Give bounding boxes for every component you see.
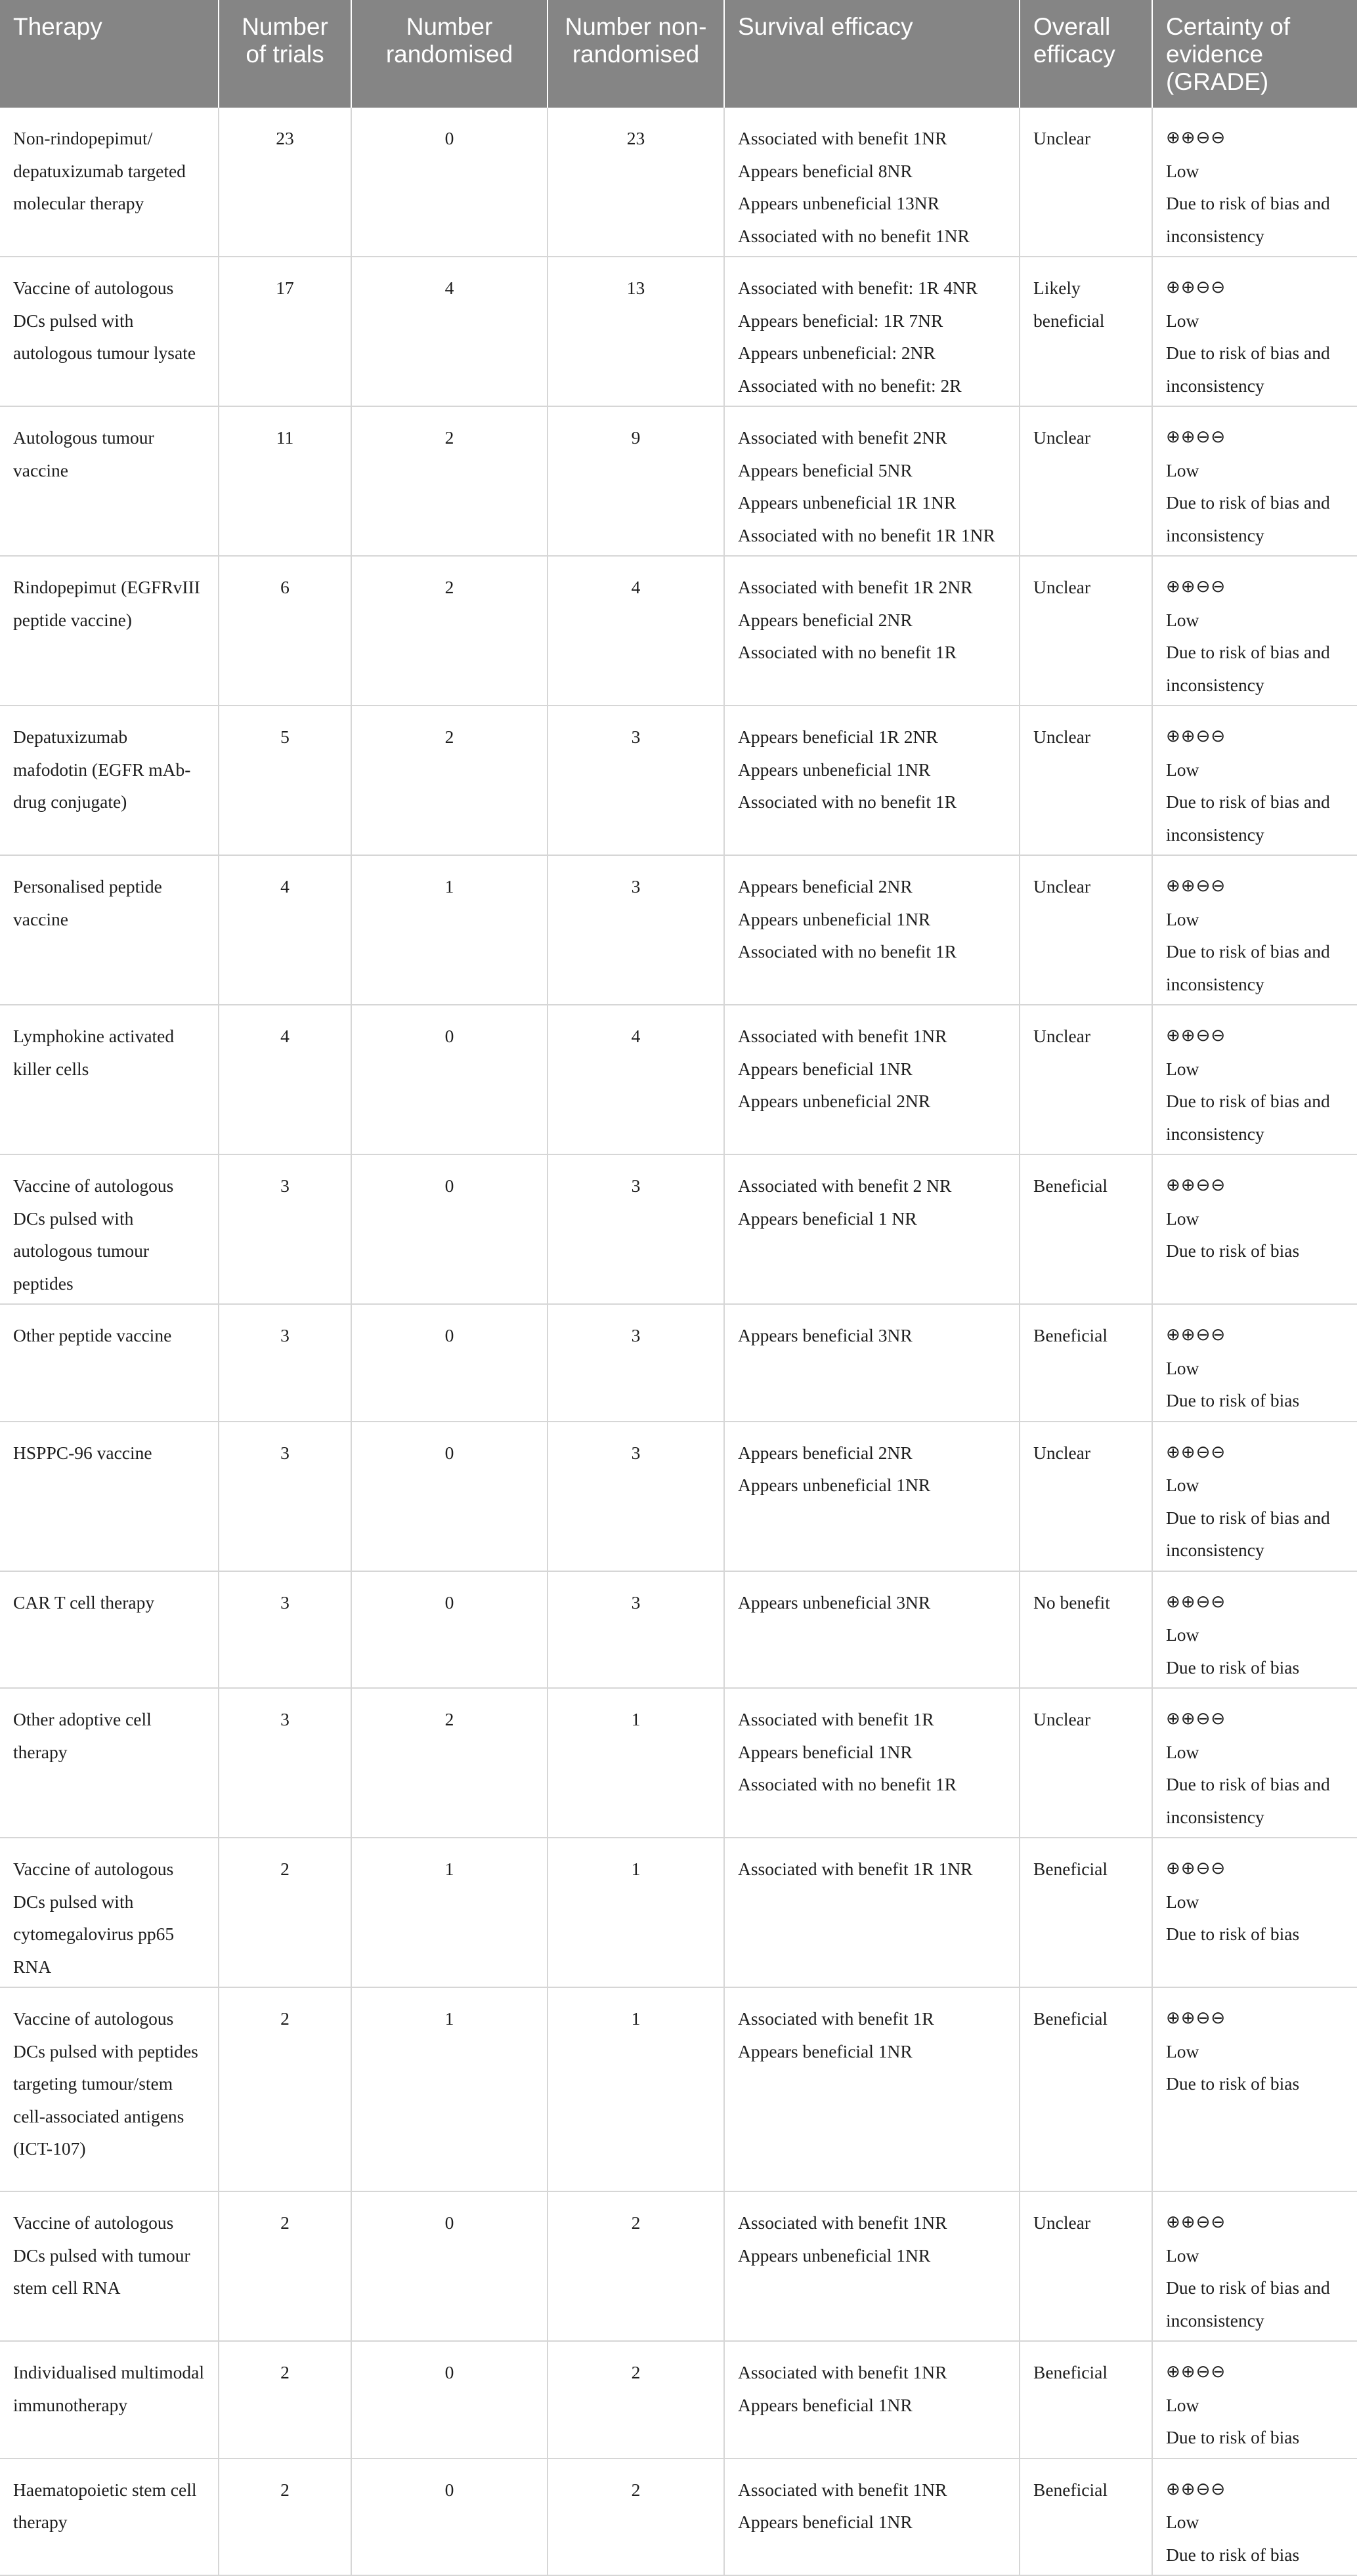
therapy-cell: Vaccine of autologous DCs pulsed with tumour stem cell RNA: [0, 2191, 219, 2341]
overall-efficacy-cell: Unclear: [1020, 2191, 1152, 2341]
survival-efficacy-cell: [724, 406, 1020, 556]
trials-cell: 3: [219, 1304, 351, 1422]
grade-reason: Due to risk of bias and inconsistency: [1166, 642, 1330, 695]
survival-efficacy-line: Appears beneficial 2NR: [738, 609, 913, 630]
survival-efficacy-line: Appears beneficial 1NR: [738, 1058, 913, 1079]
table-row: [0, 2191, 1357, 2341]
grade-level: Low: [1166, 2040, 1199, 2061]
survival-efficacy-cell: [724, 1154, 1020, 1304]
header-number-randomised: Number randomised: [351, 0, 548, 108]
certainty-cell: [1152, 1304, 1357, 1422]
grade-symbol: ⊕⊕⊖⊖: [1166, 2479, 1226, 2499]
randomised-cell: 1: [351, 1838, 548, 1987]
grade-reason: Due to risk of bias: [1166, 1240, 1300, 1261]
therapy-cell: Depatuxizumab mafodotin (EGFR mAb-drug conjugate): [0, 706, 219, 855]
certainty-cell: [1152, 1571, 1357, 1689]
therapy-cell: Personalised peptide vaccine: [0, 855, 219, 1005]
certainty-cell: [1152, 1987, 1357, 2191]
table-row: [0, 556, 1357, 706]
grade-reason: Due to risk of bias and inconsistency: [1166, 1774, 1330, 1827]
header-number-non-randomised: Number non-randomised: [548, 0, 724, 108]
survival-efficacy-cell: [724, 2191, 1020, 2341]
overall-efficacy-cell: Unclear: [1020, 1005, 1152, 1154]
therapy-cell: Other adoptive cell therapy: [0, 1688, 219, 1838]
trials-cell: 6: [219, 556, 351, 706]
certainty-cell: [1152, 108, 1357, 257]
table-row: [0, 1838, 1357, 1987]
survival-efficacy-line: Associated with no benefit 1R: [738, 941, 957, 961]
trials-cell: 2: [219, 1838, 351, 1987]
grade-symbol: ⊕⊕⊖⊖: [1166, 1175, 1226, 1195]
overall-efficacy-cell: Likely beneficial: [1020, 257, 1152, 406]
table-row: [0, 706, 1357, 855]
grade-level: Low: [1166, 1475, 1199, 1495]
trials-cell: 3: [219, 1154, 351, 1304]
therapy-cell: Vaccine of autologous DCs pulsed with autologous tumour peptides: [0, 1154, 219, 1304]
table-row: [0, 1987, 1357, 2191]
therapy-cell: Rindopepimut (EGFRvIII peptide vaccine): [0, 556, 219, 706]
survival-efficacy-cell: [724, 108, 1020, 257]
randomised-cell: 1: [351, 855, 548, 1005]
grade-level: Low: [1166, 2245, 1199, 2266]
grade-level: Low: [1166, 160, 1199, 181]
survival-efficacy-line: Appears beneficial 3NR: [738, 1325, 913, 1345]
non-randomised-cell: 9: [548, 406, 724, 556]
randomised-cell: 0: [351, 1005, 548, 1154]
survival-efficacy-line: Associated with benefit 2NR: [738, 427, 947, 448]
grade-level: Low: [1166, 609, 1199, 630]
survival-efficacy-line: Appears beneficial 5NR: [738, 459, 913, 480]
grade-symbol: ⊕⊕⊖⊖: [1166, 1709, 1226, 1729]
grade-level: Low: [1166, 1624, 1199, 1645]
non-randomised-cell: 3: [548, 706, 724, 855]
randomised-cell: 0: [351, 1304, 548, 1422]
non-randomised-cell: 13: [548, 257, 724, 406]
survival-efficacy-line: Associated with benefit 1NR: [738, 128, 947, 148]
non-randomised-cell: 1: [548, 1838, 724, 1987]
survival-efficacy-line: Appears beneficial 2NR: [738, 876, 913, 897]
grade-reason: Due to risk of bias: [1166, 1657, 1300, 1678]
survival-efficacy-line: Associated with no benefit 1R 1NR: [738, 524, 995, 545]
randomised-cell: 0: [351, 1154, 548, 1304]
non-randomised-cell: 3: [548, 1571, 724, 1689]
grade-reason: Due to risk of bias and inconsistency: [1166, 2277, 1330, 2331]
table-row: [0, 1005, 1357, 1154]
header-therapy: Therapy: [0, 0, 219, 108]
table-row: [0, 2459, 1357, 2576]
survival-efficacy-line: Associated with benefit 1R: [738, 2008, 934, 2029]
grade-symbol: ⊕⊕⊖⊖: [1166, 128, 1226, 148]
grade-reason: Due to risk of bias: [1166, 2544, 1300, 2565]
therapy-cell: Other peptide vaccine: [0, 1304, 219, 1422]
trials-cell: 5: [219, 706, 351, 855]
survival-efficacy-line: Associated with benefit 1NR: [738, 2362, 947, 2382]
randomised-cell: 2: [351, 556, 548, 706]
survival-efficacy-line: Appears unbeneficial 1R 1NR: [738, 492, 957, 513]
non-randomised-cell: 3: [548, 855, 724, 1005]
survival-efficacy-line: Appears beneficial 1NR: [738, 1741, 913, 1762]
survival-efficacy-line: Appears unbeneficial 1NR: [738, 2245, 931, 2266]
randomised-cell: 0: [351, 108, 548, 257]
non-randomised-cell: 23: [548, 108, 724, 257]
grade-reason: Due to risk of bias: [1166, 1924, 1300, 1944]
header-overall-efficacy: Overall efficacy: [1020, 0, 1152, 108]
overall-efficacy-cell: Unclear: [1020, 855, 1152, 1005]
table-row: [0, 1154, 1357, 1304]
survival-efficacy-line: Appears beneficial: 1R 7NR: [738, 310, 943, 331]
randomised-cell: 0: [351, 2191, 548, 2341]
table-row: [0, 855, 1357, 1005]
non-randomised-cell: 3: [548, 1304, 724, 1422]
therapy-cell: Autologous tumour vaccine: [0, 406, 219, 556]
grade-reason: Due to risk of bias and inconsistency: [1166, 492, 1330, 545]
randomised-cell: 1: [351, 1987, 548, 2191]
survival-efficacy-cell: [724, 1304, 1020, 1422]
overall-efficacy-cell: Beneficial: [1020, 1987, 1152, 2191]
grade-symbol: ⊕⊕⊖⊖: [1166, 427, 1226, 447]
overall-efficacy-cell: Unclear: [1020, 406, 1152, 556]
table-row: [0, 2341, 1357, 2459]
table-row: [0, 1304, 1357, 1422]
randomised-cell: 2: [351, 1688, 548, 1838]
certainty-cell: [1152, 706, 1357, 855]
grade-level: Low: [1166, 1208, 1199, 1229]
trials-cell: 3: [219, 1422, 351, 1571]
grade-level: Low: [1166, 2512, 1199, 2532]
overall-efficacy-cell: Beneficial: [1020, 1838, 1152, 1987]
certainty-cell: [1152, 257, 1357, 406]
grade-symbol: ⊕⊕⊖⊖: [1166, 2008, 1226, 2028]
grade-reason: Due to risk of bias and inconsistency: [1166, 941, 1330, 994]
therapy-cell: Lymphokine activated killer cells: [0, 1005, 219, 1154]
survival-efficacy-cell: [724, 1422, 1020, 1571]
randomised-cell: 2: [351, 706, 548, 855]
non-randomised-cell: 2: [548, 2341, 724, 2459]
randomised-cell: 0: [351, 1571, 548, 1689]
overall-efficacy-cell: Beneficial: [1020, 2459, 1152, 2576]
survival-efficacy-line: Associated with no benefit: 2R: [738, 375, 962, 396]
overall-efficacy-cell: Unclear: [1020, 706, 1152, 855]
survival-efficacy-line: Appears unbeneficial 13NR: [738, 193, 939, 213]
grade-symbol: ⊕⊕⊖⊖: [1166, 727, 1226, 746]
trials-cell: 2: [219, 2341, 351, 2459]
header-survival-efficacy: Survival efficacy: [724, 0, 1020, 108]
survival-efficacy-line: Appears unbeneficial 1NR: [738, 908, 931, 929]
non-randomised-cell: 1: [548, 1987, 724, 2191]
grade-level: Low: [1166, 310, 1199, 331]
trials-cell: 4: [219, 855, 351, 1005]
table-row: [0, 1422, 1357, 1571]
trials-cell: 2: [219, 2459, 351, 2576]
overall-efficacy-cell: Unclear: [1020, 556, 1152, 706]
grade-level: Low: [1166, 1891, 1199, 1912]
survival-efficacy-line: Appears unbeneficial 1NR: [738, 1475, 931, 1495]
table-row: [0, 406, 1357, 556]
overall-efficacy-cell: Beneficial: [1020, 1304, 1152, 1422]
certainty-cell: [1152, 556, 1357, 706]
grade-reason: Due to risk of bias and inconsistency: [1166, 1507, 1330, 1560]
grade-symbol: ⊕⊕⊖⊖: [1166, 278, 1226, 297]
therapy-cell: Haematopoietic stem cell therapy: [0, 2459, 219, 2576]
trials-cell: 4: [219, 1005, 351, 1154]
survival-efficacy-line: Appears beneficial 1NR: [738, 2040, 913, 2061]
non-randomised-cell: 2: [548, 2459, 724, 2576]
trials-cell: 2: [219, 2191, 351, 2341]
non-randomised-cell: 1: [548, 1688, 724, 1838]
survival-efficacy-cell: [724, 2341, 1020, 2459]
grade-level: Low: [1166, 759, 1199, 780]
trials-cell: 17: [219, 257, 351, 406]
certainty-cell: [1152, 1688, 1357, 1838]
trials-cell: 3: [219, 1688, 351, 1838]
certainty-cell: [1152, 1154, 1357, 1304]
grade-reason: Due to risk of bias and inconsistency: [1166, 193, 1330, 246]
header-row: [0, 0, 1357, 108]
survival-efficacy-cell: [724, 1688, 1020, 1838]
grade-reason: Due to risk of bias and inconsistency: [1166, 792, 1330, 845]
survival-efficacy-line: Associated with benefit 1R: [738, 1709, 934, 1729]
grade-level: Low: [1166, 459, 1199, 480]
survival-efficacy-line: Associated with no benefit 1R: [738, 1774, 957, 1794]
grade-reason: Due to risk of bias and inconsistency: [1166, 1091, 1330, 1144]
survival-efficacy-line: Appears beneficial 2NR: [738, 1442, 913, 1463]
table-row: [0, 1571, 1357, 1689]
grade-reason: Due to risk of bias: [1166, 2427, 1300, 2447]
survival-efficacy-line: Appears beneficial 1 NR: [738, 1208, 917, 1229]
grade-level: Low: [1166, 2394, 1199, 2415]
non-randomised-cell: 3: [548, 1154, 724, 1304]
non-randomised-cell: 3: [548, 1422, 724, 1571]
survival-efficacy-line: Associated with benefit: 1R 4NR: [738, 278, 978, 298]
non-randomised-cell: 4: [548, 1005, 724, 1154]
survival-efficacy-line: Appears beneficial 8NR: [738, 160, 913, 181]
grade-level: Low: [1166, 1357, 1199, 1378]
survival-efficacy-cell: [724, 556, 1020, 706]
non-randomised-cell: 4: [548, 556, 724, 706]
trials-cell: 3: [219, 1571, 351, 1689]
survival-efficacy-line: Appears beneficial 1NR: [738, 2394, 913, 2415]
grade-symbol: ⊕⊕⊖⊖: [1166, 1026, 1226, 1045]
overall-efficacy-cell: Unclear: [1020, 1688, 1152, 1838]
overall-efficacy-cell: Beneficial: [1020, 1154, 1152, 1304]
survival-efficacy-line: Appears unbeneficial 3NR: [738, 1592, 931, 1613]
grade-reason: Due to risk of bias: [1166, 1390, 1300, 1410]
table-header: [0, 0, 1357, 108]
table-row: [0, 108, 1357, 257]
survival-efficacy-line: Appears beneficial 1R 2NR: [738, 727, 938, 747]
non-randomised-cell: 2: [548, 2191, 724, 2341]
survival-efficacy-cell: [724, 1987, 1020, 2191]
certainty-cell: [1152, 1005, 1357, 1154]
randomised-cell: 4: [351, 257, 548, 406]
overall-efficacy-cell: Beneficial: [1020, 2341, 1152, 2459]
survival-efficacy-line: Associated with benefit 1NR: [738, 1026, 947, 1046]
therapy-cell: Individualised multimodal immunotherapy: [0, 2341, 219, 2459]
grade-symbol: ⊕⊕⊖⊖: [1166, 876, 1226, 896]
survival-efficacy-cell: [724, 1571, 1020, 1689]
randomised-cell: 0: [351, 2459, 548, 2576]
survival-efficacy-cell: [724, 1838, 1020, 1987]
grade-symbol: ⊕⊕⊖⊖: [1166, 2362, 1226, 2382]
certainty-cell: [1152, 1838, 1357, 1987]
survival-efficacy-line: Appears unbeneficial 1NR: [738, 759, 931, 780]
trials-cell: 11: [219, 406, 351, 556]
grade-symbol: ⊕⊕⊖⊖: [1166, 1592, 1226, 1612]
survival-efficacy-line: Associated with no benefit 1NR: [738, 225, 970, 246]
randomised-cell: 0: [351, 1422, 548, 1571]
survival-efficacy-cell: [724, 1005, 1020, 1154]
grade-symbol: ⊕⊕⊖⊖: [1166, 2212, 1226, 2232]
survival-efficacy-line: Appears unbeneficial 2NR: [738, 1091, 931, 1111]
grade-symbol: ⊕⊕⊖⊖: [1166, 1859, 1226, 1878]
grade-symbol: ⊕⊕⊖⊖: [1166, 1442, 1226, 1462]
survival-efficacy-line: Associated with benefit 2 NR: [738, 1175, 952, 1196]
certainty-cell: [1152, 2459, 1357, 2576]
table-row: [0, 257, 1357, 406]
survival-efficacy-cell: [724, 2459, 1020, 2576]
grade-symbol: ⊕⊕⊖⊖: [1166, 1325, 1226, 1345]
therapy-cell: Vaccine of autologous DCs pulsed with cytomegalovirus pp65 RNA: [0, 1838, 219, 1987]
survival-efficacy-line: Associated with benefit 1R 1NR: [738, 1859, 973, 1879]
survival-efficacy-line: Associated with no benefit 1R: [738, 792, 957, 812]
survival-efficacy-cell: [724, 257, 1020, 406]
therapy-cell: Vaccine of autologous DCs pulsed with autologous tumour lysate: [0, 257, 219, 406]
therapy-cell: CAR T cell therapy: [0, 1571, 219, 1689]
survival-efficacy-cell: [724, 706, 1020, 855]
survival-efficacy-line: Associated with benefit 1NR: [738, 2212, 947, 2233]
overall-efficacy-cell: Unclear: [1020, 1422, 1152, 1571]
survival-efficacy-line: Associated with benefit 1R 2NR: [738, 577, 973, 597]
grade-level: Low: [1166, 908, 1199, 929]
survival-efficacy-line: Associated with benefit 1NR: [738, 2479, 947, 2500]
survival-efficacy-line: Appears beneficial 1NR: [738, 2512, 913, 2532]
certainty-cell: [1152, 406, 1357, 556]
survival-efficacy-line: Appears unbeneficial: 2NR: [738, 343, 936, 363]
table-body: [0, 108, 1357, 2575]
survival-efficacy-cell: [724, 855, 1020, 1005]
overall-efficacy-cell: Unclear: [1020, 108, 1152, 257]
randomised-cell: 0: [351, 2341, 548, 2459]
therapy-cell: Vaccine of autologous DCs pulsed with peptides targeting tumour/stem cell-associated antigens (ICT-107): [0, 1987, 219, 2191]
trials-cell: 2: [219, 1987, 351, 2191]
grade-reason: Due to risk of bias: [1166, 2073, 1300, 2094]
table-row: [0, 1688, 1357, 1838]
overall-efficacy-cell: No benefit: [1020, 1571, 1152, 1689]
grade-symbol: ⊕⊕⊖⊖: [1166, 577, 1226, 597]
header-number-of-trials: Number of trials: [219, 0, 351, 108]
grade-reason: Due to risk of bias and inconsistency: [1166, 343, 1330, 396]
certainty-cell: [1152, 855, 1357, 1005]
trials-cell: 23: [219, 108, 351, 257]
certainty-cell: [1152, 2191, 1357, 2341]
header-certainty-of-evidence: Certainty of evidence (GRADE): [1152, 0, 1357, 108]
therapy-cell: HSPPC-96 vaccine: [0, 1422, 219, 1571]
certainty-cell: [1152, 2341, 1357, 2459]
certainty-cell: [1152, 1422, 1357, 1571]
grade-level: Low: [1166, 1741, 1199, 1762]
grade-level: Low: [1166, 1058, 1199, 1079]
randomised-cell: 2: [351, 406, 548, 556]
survival-efficacy-line: Associated with no benefit 1R: [738, 642, 957, 662]
therapy-cell: Non-rindopepimut/ depatuxizumab targeted molecular therapy: [0, 108, 219, 257]
